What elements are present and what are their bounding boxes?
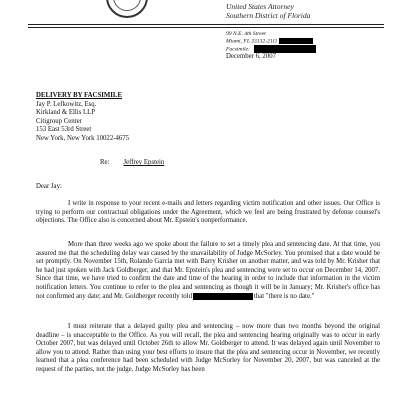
recipient-block [36,92,380,144]
recipient-line: New York, New York 10022-4675 [36,134,130,142]
letterhead-rule-thin [28,27,384,28]
address-city: Miami, FL 33132-2111 [226,38,278,45]
re-line [100,159,164,166]
paragraph-2-text: More than three weeks ago we spoke about the failure to set a timely plea and sentencing date. At that time, you assured me that the scheduling delay was caused by the unavailability of Judge McSorley. You promised that a date would be set promptly. On November 15th, Rolando Garcia met with Barry Krisher on another matter, and was told by Mr. Krisher that he had just spoken with Jack Goldberger, and that Mr. Epstein's plea and sentencing were set to occur on December 14, 2007. Since that time, we have tried to confirm the date and time of the hearing in order to include that information in the victim notification letters. You continue to refer to the plea and sentencing as though it will be in January; Mr. Krisher's office has not confirmed any date; and Mr. Goldberger recently told [36,241,380,300]
office-address [226,31,316,54]
letterhead-rule [28,24,384,25]
office-district: Southern District of Florida [226,11,311,20]
letter-date: December 6, 2007 [226,53,277,60]
redaction-bar [279,38,313,44]
re-subject: Jeffrey Epstein [123,159,165,166]
facsimile-label: Facsimile: [226,46,250,53]
recipient-line: Citigroup Center [36,117,82,125]
address-street: 99 N.E. 4th Street [226,31,266,37]
office-title: United States Attorney [226,2,294,11]
paragraph-2 [36,241,380,301]
redaction-bar [193,293,253,300]
paragraph-3: I must reiterate that a delayed guilty plea and sentencing – now more than two months beyond the original deadline – is unacceptable to the Office. As you will recall, the plea and sentencing hearing originally was to occur in early October 2007, but was delayed until October 26th to allow Mr. Goldberger to attend. It was delayed again until November to allow you to attend. Rather than using your best efforts to insure that the plea and sentencing occur in November, we recently learned that a plea conference had been scheduled with Judge McSorley for November 20, 2007, but was canceled at the request of the parties, not the judge. Judge McSorley has been [36,323,380,373]
salutation: Dear Jay: [36,183,62,190]
delivery-method: DELIVERY BY FACSIMILE [36,92,122,99]
re-label: Re: [100,159,110,166]
recipient-line: 153 East 53rd Street [36,126,92,134]
recipient-line: Kirkland & Ellis LLP [36,109,96,117]
recipient-line: Jay P. Lefkowitz, Esq. [36,100,97,108]
department-seal [106,0,148,18]
office-block [226,2,310,20]
paragraph-1: I write in response to your recent e-mails and letters regarding victim notification and other issues. Our Office is trying to perform our contractual obligations under the Agreement, which we feel are being frustrated by defense counsel's objections. The Office also is concerned about Mr. Epstein's nonperformance. [36,200,380,225]
paragraph-2-quote: that "there is no date." [253,292,315,300]
